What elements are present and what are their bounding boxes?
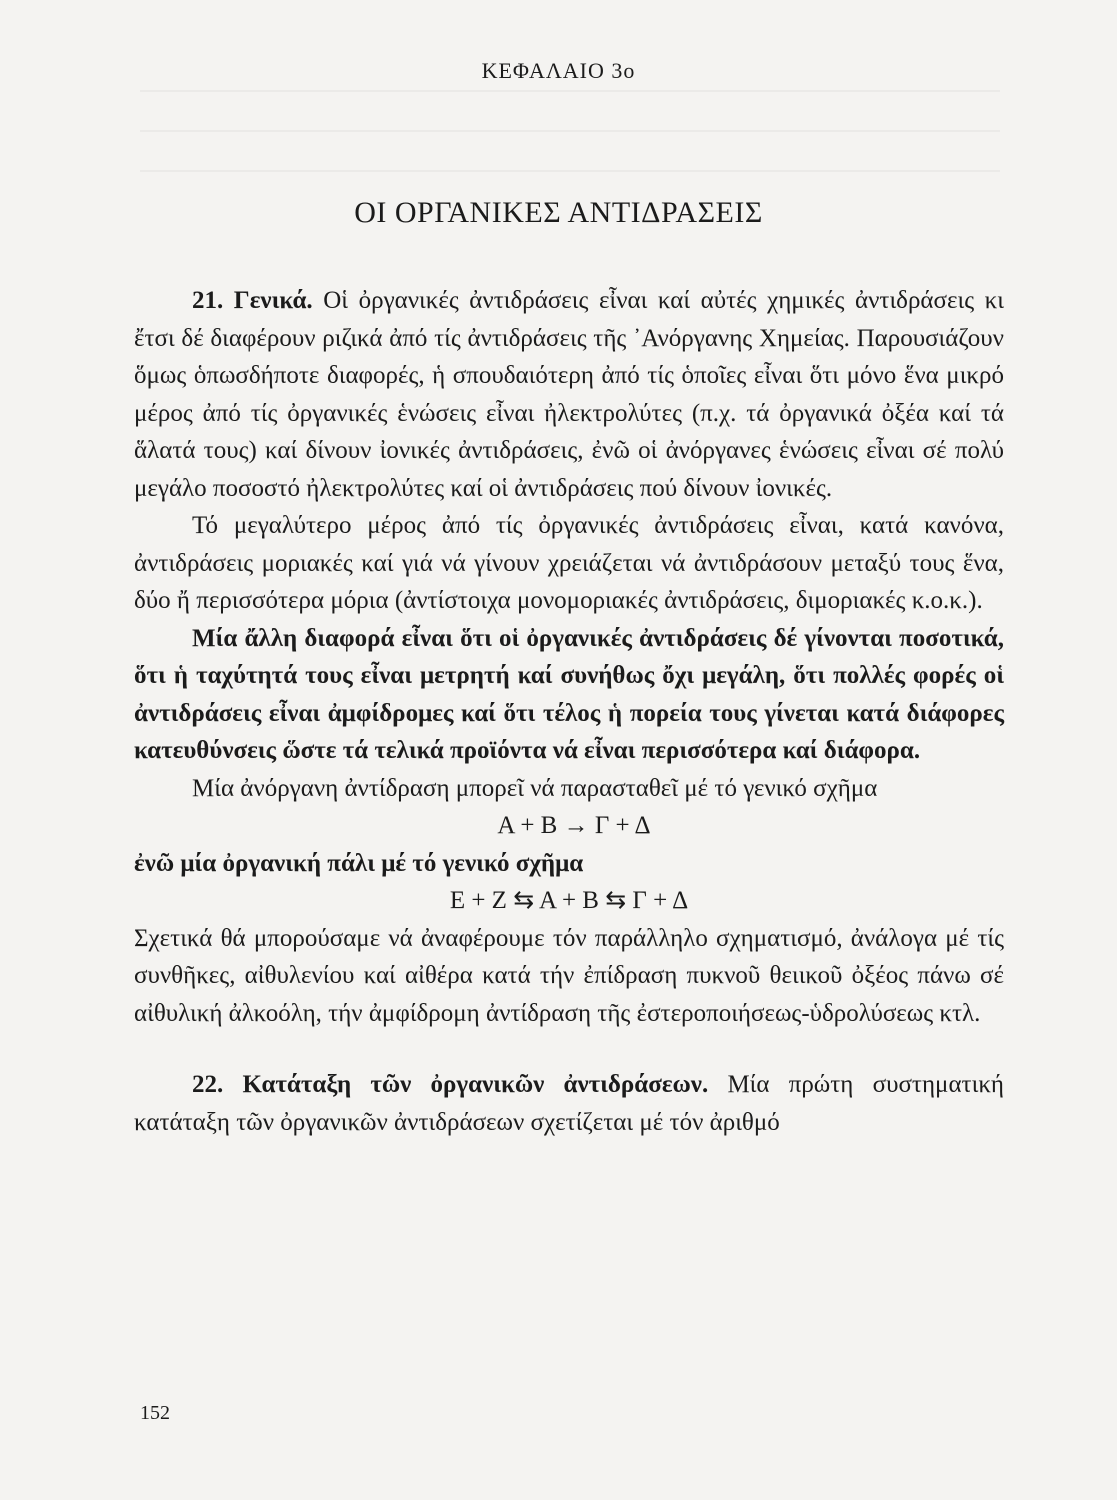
section-22-heading: 22. Κατάταξη τῶν ὀργανικῶν ἀντιδράσεων. [192, 1071, 709, 1098]
section-21-paragraph-6: Σχετικά θά μπορούσαμε νά ἀναφέρουμε τόν παράλληλο σχηματισμό, ἀνάλογα μέ τίς συνθῆκες, αἰθυλενίου καί αἰθέρα κατά τήν ἐπίδραση πυκνοῦ θειικοῦ ὀξέος πάνω σέ αἰθυλική ἀλκοόλη, τήν ἀμφίδρομη ἀντίδραση τῆς ἐστεροποιήσεως-ὑδρολύσεως κτλ. [134, 924, 1004, 1027]
paragraph [134, 1066, 1004, 1141]
equation-organic: Ε + Ζ ⇆ Α + Β ⇆ Γ + Δ [449, 887, 689, 914]
running-head: ΚΕΦΑΛΑΙΟ 3ο [481, 58, 636, 83]
section-gap [134, 1032, 1004, 1066]
bleed-through-mark [140, 90, 1000, 92]
section-21-heading: 21. Γενικά. [192, 287, 313, 314]
chapter-title: ΟΙ ΟΡΓΑΝΙΚΕΣ ΑΝΤΙΔΡΑΣΕΙΣ [354, 196, 763, 229]
page-number: 152 [140, 1402, 170, 1424]
section-21-paragraph-4: Μία ἀνόργανη ἀντίδραση μπορεῖ νά παρασταθεῖ μέ τό γενικό σχῆμα [192, 774, 878, 802]
section-21-paragraph-2: Τό μεγαλύτερο μέρος ἀπό τίς ὀργανικές ἀντιδράσεις εἶναι, κατά κανόνα, ἀντιδράσεις μοριακές καί γιά νά γίνουν χρειάζεται νά ἀντιδράσουν μεταξύ τους ἕνα, δύο ἤ περισσότερα μόρια (ἀντίστοιχα μονομοριακές ἀντιδράσεις, διμοριακές κ.ο.κ.). [134, 512, 1004, 614]
bleed-through-mark [140, 170, 1000, 172]
section-22-paragraph-1: Μία πρώτη συστηματική κατάταξη τῶν ὀργανικῶν ἀντιδράσεων σχετίζεται μέ τόν ἀριθμό [134, 1071, 1004, 1136]
equation-inorganic: Α + Β → Γ + Δ [497, 812, 651, 839]
bleed-through-mark [140, 130, 1000, 132]
section-21-paragraph-3: Μία ἄλλη διαφορά εἶναι ὅτι οἱ ὀργανικές ἀντιδράσεις δέ γίνονται ποσοτικά, ὅτι ἡ ταχύτητά τους εἶναι μετρητή καί συνήθως ὄχι μεγάλη, ὅτι πολλές φορές οἱ ἀντιδράσεις εἶναι ἀμφίδρομες καί ὅτι τέλος ἡ πορεία τους γίνεται κατά διάφορες κατευθύνσεις ὥστε τά τελικά προϊόντα νά εἶναι περισσότερα καί διάφορα. [134, 624, 1004, 764]
paragraph [134, 282, 1004, 507]
section-21-paragraph-1: Οἱ ὀργανικές ἀντιδράσεις εἶναι καί αὐτές χημικές ἀντιδράσεις κι ἔτσι δέ διαφέρουν ριζικά ἀπό τίς ἀντιδράσεις τῆς ᾿Ανόργανης Χημείας. Παρουσιάζουν ὅμως ὁπωσδήποτε διαφορές, ἡ σπουδαιότερη ἀπό τίς ὁποῖες εἶναι ὅτι μόνο ἕνα μικρό μέρος ἀπό τίς ὀργανικές ἑνώσεις εἶναι ἠλεκτρολύτες (π.χ. τά ὀργανικά ὀξέα καί τά ἅλατά τους) καί δίνουν ἰονικές ἀντιδράσεις, ἐνῶ οἱ ἀνόργανες ἑνώσεις εἶναι σέ πολύ μεγάλο ποσοστό ἠλεκτρολύτες καί οἱ ἀντιδράσεις πού δίνουν ἰονικές. [134, 287, 1005, 502]
body-text [134, 282, 1004, 1141]
section-21-paragraph-5: ἐνῶ μία ὀργανική πάλι μέ τό γενικό σχῆμα [134, 849, 584, 877]
